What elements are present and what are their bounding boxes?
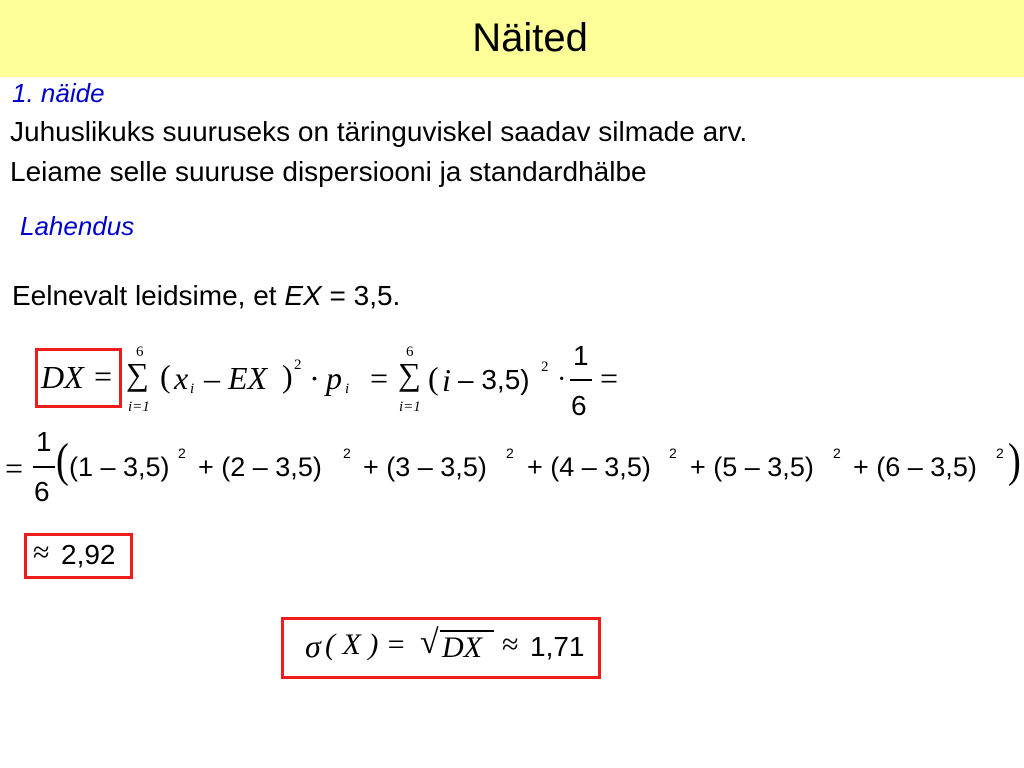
formula2-term-2: + (2 – 3,5) [198,452,322,482]
formula1-lhs: DX [41,359,84,395]
sqrt-icon: √ [420,624,439,661]
sum1-symbol: ∑ [126,356,149,392]
formula1-eq: = [94,358,113,394]
formula2-term-1: (1 – 3,5) [69,452,170,482]
sigma-approx: ≈ [502,628,519,661]
formula1-term-open: ( [428,360,439,396]
formula2-term-3: + (3 – 3,5) [363,452,487,482]
formula2-term-1-sup: 2 [178,445,186,461]
formula1-sq2: 2 [541,359,549,375]
formula1-frac-bar [570,379,592,381]
formula2-big-open: ( [56,434,69,487]
formula2-term-2-sup: 2 [343,445,351,461]
intro-text: Eelnevalt leidsime, et [12,280,277,311]
formula2-eq: = [5,450,24,486]
sigma-argument: ( X ) = [325,628,407,661]
sum2-upper: 6 [406,344,414,360]
formula1-frac-den: 6 [571,390,587,421]
formula1-x: x [174,360,189,396]
formula1-eq2: = [370,360,389,396]
sigma-value: 1,71 [530,631,585,662]
intro-line [12,282,400,310]
intro-value: = 3,5. [321,280,401,311]
formula2-term-5-sup: 2 [833,445,841,461]
sum1-upper: 6 [136,344,144,360]
result-value: 2,92 [61,539,116,570]
formula2-frac-bar [33,466,55,468]
formula1-frac-num: 1 [573,340,589,371]
problem-line-1: Juhuslikuks suuruseks on täringuviskel saadav silmade arv. [10,116,748,147]
formula1-dot-p: · p [310,360,342,396]
formula2-frac-num: 1 [36,426,52,457]
formula1-term-i: i [442,362,451,398]
formula1-open-paren: ( [160,358,171,394]
formula2-term-4: + (4 – 3,5) [527,452,651,482]
formula1-term-rest: – 3,5) [458,364,530,395]
formula1-sq: 2 [294,357,302,373]
intro-ex: EX [284,280,322,311]
sum1-lower: i=1 [128,399,150,415]
formula2-frac-den: 6 [34,476,50,507]
formula1-eq3: = [600,360,619,396]
example-heading: 1. näide [12,78,105,108]
formula2-term-6: + (6 – 3,5) [853,452,977,482]
formula1-p-sub: i [345,381,350,397]
formula1-dot: · [557,364,567,395]
sigma-symbol: σ [305,628,321,664]
slide-title: Näited [472,16,588,60]
formula1-minus-ex: – EX [204,360,268,396]
formula2-big-close: ) [1008,434,1021,487]
formula2-term-6-sup: 2 [996,445,1004,461]
formula1-close-paren: ) [282,358,293,394]
problem-line-2: Leiame selle suuruse dispersiooni ja standardhälbe [10,156,647,187]
result-approx: ≈ [33,536,50,569]
formula2-term-3-sup: 2 [506,445,514,461]
sum2-lower: i=1 [399,399,421,415]
formula2-term-5: + (5 – 3,5) [690,452,814,482]
formula2-term-4-sup: 2 [669,445,677,461]
sqrt-radicand: DX [442,631,482,664]
formula1-x-sub: i [190,381,195,397]
sum2-symbol: ∑ [398,356,421,392]
solution-heading: Lahendus [20,211,135,241]
